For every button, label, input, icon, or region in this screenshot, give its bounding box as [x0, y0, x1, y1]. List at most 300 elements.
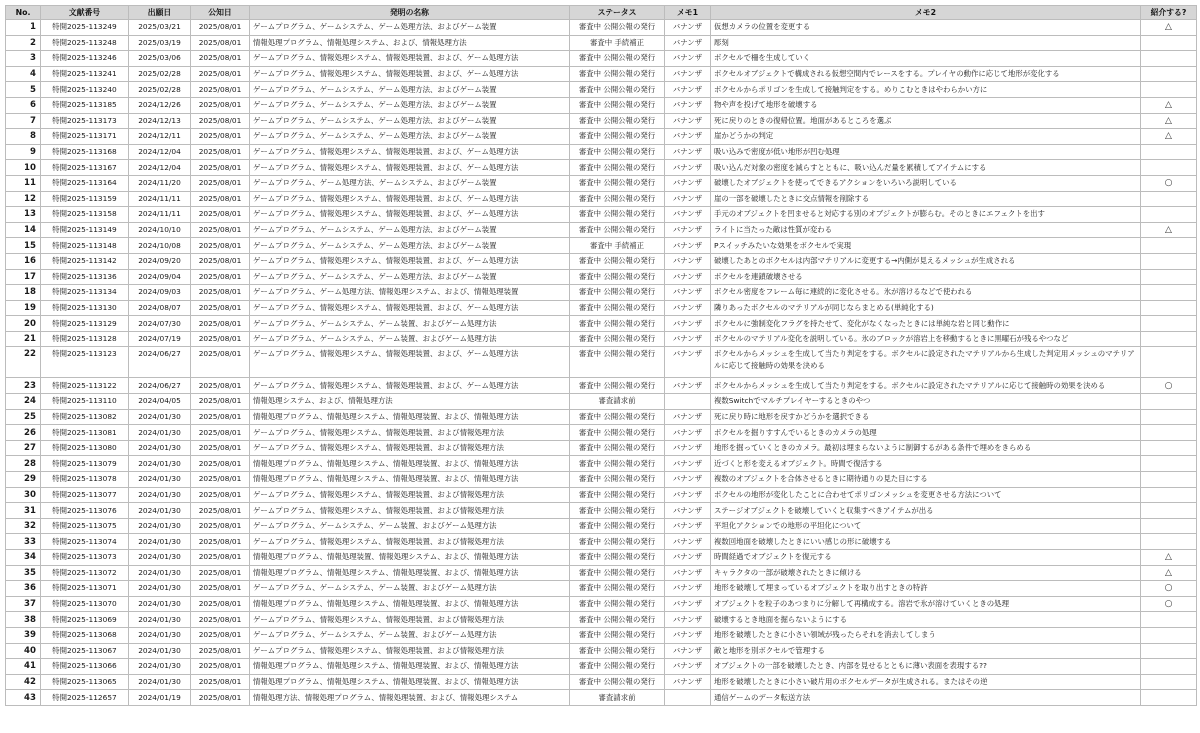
row-number-cell[interactable]: 14 — [6, 222, 41, 238]
document-number-cell[interactable]: 特開2025-113149 — [41, 222, 129, 238]
invention-title-cell[interactable]: ゲームプログラム、ゲームシステム、ゲーム処理方法、およびゲーム装置 — [250, 269, 570, 285]
status-cell[interactable]: 審査中 公開公報の発行 — [570, 285, 665, 301]
introduce-mark-cell[interactable] — [1141, 253, 1197, 269]
memo1-cell[interactable]: バナンザ — [665, 565, 711, 581]
publication-date-cell[interactable]: 2025/08/01 — [191, 612, 250, 628]
filing-date-cell[interactable]: 2024/01/30 — [129, 487, 191, 503]
memo2-cell[interactable]: 死に戻り時に地形を戻すかどうかを選択できる — [711, 409, 1141, 425]
memo1-cell[interactable]: バナンザ — [665, 378, 711, 394]
introduce-mark-cell[interactable] — [1141, 643, 1197, 659]
publication-date-cell[interactable]: 2025/08/01 — [191, 565, 250, 581]
memo2-cell[interactable]: 隣りあったボクセルのマテリアルが同じならまとめる(単純化する) — [711, 300, 1141, 316]
introduce-mark-cell[interactable] — [1141, 160, 1197, 176]
document-number-cell[interactable]: 特開2025-113168 — [41, 144, 129, 160]
filing-date-cell[interactable]: 2024/07/19 — [129, 331, 191, 347]
publication-date-cell[interactable]: 2025/08/01 — [191, 456, 250, 472]
status-cell[interactable]: 審査中 公開公報の発行 — [570, 347, 665, 378]
filing-date-cell[interactable]: 2024/01/19 — [129, 690, 191, 706]
status-cell[interactable]: 審査中 手続補正 — [570, 35, 665, 51]
introduce-mark-cell[interactable] — [1141, 207, 1197, 223]
status-cell[interactable]: 審査中 手続補正 — [570, 238, 665, 254]
introduce-mark-cell[interactable]: ○ — [1141, 596, 1197, 612]
memo1-cell[interactable]: バナンザ — [665, 316, 711, 332]
introduce-mark-cell[interactable] — [1141, 269, 1197, 285]
memo2-cell[interactable]: 複数のオブジェクトを合体させるときに期待通りの見た目にする — [711, 472, 1141, 488]
document-number-cell[interactable]: 特開2025-113079 — [41, 456, 129, 472]
filing-date-cell[interactable]: 2025/02/28 — [129, 66, 191, 82]
filing-date-cell[interactable]: 2024/06/27 — [129, 347, 191, 378]
introduce-mark-cell[interactable]: △ — [1141, 129, 1197, 145]
header-memo2[interactable]: メモ2 — [711, 6, 1141, 20]
status-cell[interactable]: 審査中 公開公報の発行 — [570, 456, 665, 472]
document-number-cell[interactable]: 特開2025-113185 — [41, 97, 129, 113]
invention-title-cell[interactable]: ゲームプログラム、ゲームシステム、ゲーム処理方法、およびゲーム装置 — [250, 113, 570, 129]
status-cell[interactable]: 審査中 公開公報の発行 — [570, 674, 665, 690]
introduce-mark-cell[interactable] — [1141, 425, 1197, 441]
introduce-mark-cell[interactable] — [1141, 472, 1197, 488]
row-number-cell[interactable]: 32 — [6, 518, 41, 534]
document-number-cell[interactable]: 特開2025-113129 — [41, 316, 129, 332]
publication-date-cell[interactable]: 2025/08/01 — [191, 316, 250, 332]
invention-title-cell[interactable]: ゲームプログラム、ゲームシステム、ゲーム装置、およびゲーム処理方法 — [250, 331, 570, 347]
publication-date-cell[interactable]: 2025/08/01 — [191, 472, 250, 488]
invention-title-cell[interactable]: ゲームプログラム、ゲームシステム、ゲーム処理方法、およびゲーム装置 — [250, 97, 570, 113]
memo1-cell[interactable]: バナンザ — [665, 659, 711, 675]
memo1-cell[interactable]: バナンザ — [665, 175, 711, 191]
memo2-cell[interactable]: ボクセルに強制変化フラグを持たせて、変化がなくなったときには単純な岩と同じ動作に — [711, 316, 1141, 332]
publication-date-cell[interactable]: 2025/08/01 — [191, 534, 250, 550]
document-number-cell[interactable]: 特開2025-113066 — [41, 659, 129, 675]
introduce-mark-cell[interactable] — [1141, 285, 1197, 301]
publication-date-cell[interactable]: 2025/08/01 — [191, 425, 250, 441]
document-number-cell[interactable]: 特開2025-113082 — [41, 409, 129, 425]
invention-title-cell[interactable]: ゲームプログラム、ゲームシステム、ゲーム処理方法、およびゲーム装置 — [250, 82, 570, 98]
document-number-cell[interactable]: 特開2025-113128 — [41, 331, 129, 347]
introduce-mark-cell[interactable] — [1141, 51, 1197, 67]
status-cell[interactable]: 審査中 公開公報の発行 — [570, 207, 665, 223]
row-number-cell[interactable]: 11 — [6, 175, 41, 191]
publication-date-cell[interactable]: 2025/08/01 — [191, 503, 250, 519]
document-number-cell[interactable]: 特開2025-113249 — [41, 20, 129, 36]
filing-date-cell[interactable]: 2024/01/30 — [129, 425, 191, 441]
introduce-mark-cell[interactable] — [1141, 82, 1197, 98]
publication-date-cell[interactable]: 2025/08/01 — [191, 253, 250, 269]
publication-date-cell[interactable]: 2025/08/01 — [191, 300, 250, 316]
row-number-cell[interactable]: 6 — [6, 97, 41, 113]
filing-date-cell[interactable]: 2024/01/30 — [129, 456, 191, 472]
invention-title-cell[interactable]: ゲームプログラム、ゲームシステム、ゲーム処理方法、およびゲーム装置 — [250, 238, 570, 254]
invention-title-cell[interactable]: ゲームプログラム、ゲームシステム、ゲーム処理方法、およびゲーム装置 — [250, 222, 570, 238]
invention-title-cell[interactable]: 情報処理プログラム、情報処理システム、情報処理装置、および、情報処理方法 — [250, 409, 570, 425]
memo2-cell[interactable]: 通信ゲームのデータ転送方法 — [711, 690, 1141, 706]
status-cell[interactable]: 審査中 公開公報の発行 — [570, 550, 665, 566]
memo2-cell[interactable]: 彫刻 — [711, 35, 1141, 51]
document-number-cell[interactable]: 特開2025-113065 — [41, 674, 129, 690]
filing-date-cell[interactable]: 2024/12/13 — [129, 113, 191, 129]
invention-title-cell[interactable]: ゲームプログラム、情報処理システム、情報処理装置、および情報処理方法 — [250, 503, 570, 519]
row-number-cell[interactable]: 3 — [6, 51, 41, 67]
introduce-mark-cell[interactable] — [1141, 690, 1197, 706]
memo2-cell[interactable]: 破壊したあとのボクセルは内部マテリアルに変更する→内側が見えるメッシュが生成される — [711, 253, 1141, 269]
row-number-cell[interactable]: 18 — [6, 285, 41, 301]
memo2-cell[interactable]: ボクセルオブジェクトで構成される仮想空間内でレースをする。プレイヤの動作に応じて地形が変化する — [711, 66, 1141, 82]
document-number-cell[interactable]: 特開2025-113076 — [41, 503, 129, 519]
filing-date-cell[interactable]: 2024/08/07 — [129, 300, 191, 316]
memo2-cell[interactable]: 地形を破壊したときに小さい領域が残ったらそれを消去してしまう — [711, 627, 1141, 643]
memo1-cell[interactable]: バナンザ — [665, 425, 711, 441]
memo1-cell[interactable]: バナンザ — [665, 82, 711, 98]
memo2-cell[interactable]: 地形を破壊して埋まっているオブジェクトを取り出すときの特許 — [711, 581, 1141, 597]
document-number-cell[interactable]: 特開2025-113158 — [41, 207, 129, 223]
introduce-mark-cell[interactable]: △ — [1141, 20, 1197, 36]
publication-date-cell[interactable]: 2025/08/01 — [191, 175, 250, 191]
row-number-cell[interactable]: 15 — [6, 238, 41, 254]
memo2-cell[interactable]: 破壊したオブジェクトを使ってできるアクションをいろいろ説明している — [711, 175, 1141, 191]
introduce-mark-cell[interactable] — [1141, 440, 1197, 456]
memo1-cell[interactable]: バナンザ — [665, 518, 711, 534]
invention-title-cell[interactable]: ゲームプログラム、ゲームシステム、ゲーム装置、およびゲーム処理方法 — [250, 627, 570, 643]
memo1-cell[interactable]: バナンザ — [665, 207, 711, 223]
memo2-cell[interactable]: Pスイッチみたいな効果をボクセルで実現 — [711, 238, 1141, 254]
document-number-cell[interactable]: 特開2025-113122 — [41, 378, 129, 394]
document-number-cell[interactable]: 特開2025-113074 — [41, 534, 129, 550]
memo2-cell[interactable]: ボクセル密度をフレーム毎に連続的に変化させる。氷が溶けるなどで使われる — [711, 285, 1141, 301]
row-number-cell[interactable]: 30 — [6, 487, 41, 503]
memo2-cell[interactable]: ステージオブジェクトを破壊していくと収集すべきアイテムが出る — [711, 503, 1141, 519]
status-cell[interactable]: 審査中 公開公報の発行 — [570, 222, 665, 238]
publication-date-cell[interactable]: 2025/08/01 — [191, 144, 250, 160]
row-number-cell[interactable]: 25 — [6, 409, 41, 425]
memo1-cell[interactable]: バナンザ — [665, 129, 711, 145]
introduce-mark-cell[interactable]: ○ — [1141, 175, 1197, 191]
invention-title-cell[interactable]: ゲームプログラム、情報処理システム、情報処理装置、および、ゲーム処理方法 — [250, 51, 570, 67]
publication-date-cell[interactable]: 2025/08/01 — [191, 51, 250, 67]
filing-date-cell[interactable]: 2024/12/26 — [129, 97, 191, 113]
introduce-mark-cell[interactable] — [1141, 627, 1197, 643]
publication-date-cell[interactable]: 2025/08/01 — [191, 35, 250, 51]
introduce-mark-cell[interactable] — [1141, 35, 1197, 51]
memo2-cell[interactable]: ボクセルのマテリアル変化を説明している。氷のブロックが溶岩上を移動するときに黒曜石が残るやつなど — [711, 331, 1141, 347]
status-cell[interactable]: 審査中 公開公報の発行 — [570, 627, 665, 643]
memo1-cell[interactable]: バナンザ — [665, 113, 711, 129]
filing-date-cell[interactable]: 2024/09/04 — [129, 269, 191, 285]
memo1-cell[interactable] — [665, 394, 711, 410]
status-cell[interactable]: 審査中 公開公報の発行 — [570, 409, 665, 425]
document-number-cell[interactable]: 特開2025-113142 — [41, 253, 129, 269]
invention-title-cell[interactable]: ゲームプログラム、ゲームシステム、ゲーム処理方法、およびゲーム装置 — [250, 129, 570, 145]
memo2-cell[interactable]: ボクセルで柵を生成していく — [711, 51, 1141, 67]
filing-date-cell[interactable]: 2024/12/11 — [129, 129, 191, 145]
document-number-cell[interactable]: 特開2025-113077 — [41, 487, 129, 503]
introduce-mark-cell[interactable]: △ — [1141, 97, 1197, 113]
document-number-cell[interactable]: 特開2025-113080 — [41, 440, 129, 456]
invention-title-cell[interactable]: ゲームプログラム、情報処理システム、情報処理装置、および、ゲーム処理方法 — [250, 378, 570, 394]
filing-date-cell[interactable]: 2024/01/30 — [129, 627, 191, 643]
filing-date-cell[interactable]: 2025/03/21 — [129, 20, 191, 36]
introduce-mark-cell[interactable] — [1141, 347, 1197, 378]
status-cell[interactable]: 審査中 公開公報の発行 — [570, 440, 665, 456]
memo1-cell[interactable]: バナンザ — [665, 222, 711, 238]
publication-date-cell[interactable]: 2025/08/01 — [191, 222, 250, 238]
status-cell[interactable]: 審査中 公開公報の発行 — [570, 612, 665, 628]
filing-date-cell[interactable]: 2024/10/08 — [129, 238, 191, 254]
row-number-cell[interactable]: 28 — [6, 456, 41, 472]
document-number-cell[interactable]: 特開2025-113246 — [41, 51, 129, 67]
filing-date-cell[interactable]: 2024/06/27 — [129, 378, 191, 394]
row-number-cell[interactable]: 12 — [6, 191, 41, 207]
row-number-cell[interactable]: 16 — [6, 253, 41, 269]
status-cell[interactable]: 審査中 公開公報の発行 — [570, 97, 665, 113]
memo2-cell[interactable]: ボクセルからメッシュを生成して当たり判定をする。ボクセルに設定されたマテリアルから生成した判定用メッシュのマテリアルに応じて接触時の効果を決める — [711, 347, 1141, 378]
filing-date-cell[interactable]: 2024/01/30 — [129, 472, 191, 488]
introduce-mark-cell[interactable]: △ — [1141, 550, 1197, 566]
row-number-cell[interactable]: 2 — [6, 35, 41, 51]
document-number-cell[interactable]: 特開2025-113171 — [41, 129, 129, 145]
memo1-cell[interactable]: バナンザ — [665, 285, 711, 301]
filing-date-cell[interactable]: 2024/01/30 — [129, 503, 191, 519]
memo1-cell[interactable]: バナンザ — [665, 643, 711, 659]
status-cell[interactable]: 審査中 公開公報の発行 — [570, 253, 665, 269]
row-number-cell[interactable]: 13 — [6, 207, 41, 223]
status-cell[interactable]: 審査中 公開公報の発行 — [570, 581, 665, 597]
document-number-cell[interactable]: 特開2025-112657 — [41, 690, 129, 706]
introduce-mark-cell[interactable] — [1141, 409, 1197, 425]
memo1-cell[interactable]: バナンザ — [665, 300, 711, 316]
status-cell[interactable]: 審査中 公開公報の発行 — [570, 113, 665, 129]
invention-title-cell[interactable]: ゲームプログラム、情報処理システム、情報処理装置、および、ゲーム処理方法 — [250, 160, 570, 176]
document-number-cell[interactable]: 特開2025-113078 — [41, 472, 129, 488]
row-number-cell[interactable]: 38 — [6, 612, 41, 628]
invention-title-cell[interactable]: 情報処理プログラム、情報処理装置、情報処理システム、および、情報処理方法 — [250, 550, 570, 566]
status-cell[interactable]: 審査中 公開公報の発行 — [570, 20, 665, 36]
introduce-mark-cell[interactable] — [1141, 456, 1197, 472]
filing-date-cell[interactable]: 2024/10/10 — [129, 222, 191, 238]
document-number-cell[interactable]: 特開2025-113130 — [41, 300, 129, 316]
publication-date-cell[interactable]: 2025/08/01 — [191, 394, 250, 410]
memo2-cell[interactable]: 吸い込んだ対象の密度を減らすとともに、吸い込んだ量を累積してアイテムにする — [711, 160, 1141, 176]
memo2-cell[interactable]: 時間経過でオブジェクトを復元する — [711, 550, 1141, 566]
row-number-cell[interactable]: 22 — [6, 347, 41, 378]
introduce-mark-cell[interactable]: △ — [1141, 565, 1197, 581]
filing-date-cell[interactable]: 2024/01/30 — [129, 565, 191, 581]
header-document-number[interactable]: 文献番号 — [41, 6, 129, 20]
memo1-cell[interactable]: バナンザ — [665, 97, 711, 113]
memo1-cell[interactable]: バナンザ — [665, 35, 711, 51]
filing-date-cell[interactable]: 2024/01/30 — [129, 518, 191, 534]
row-number-cell[interactable]: 34 — [6, 550, 41, 566]
invention-title-cell[interactable]: ゲームプログラム、情報処理システム、情報処理装置、および、ゲーム処理方法 — [250, 207, 570, 223]
publication-date-cell[interactable]: 2025/08/01 — [191, 627, 250, 643]
introduce-mark-cell[interactable] — [1141, 503, 1197, 519]
invention-title-cell[interactable]: 情報処理方法、情報処理プログラム、情報処理装置、および、情報処理システム — [250, 690, 570, 706]
invention-title-cell[interactable]: ゲームプログラム、情報処理システム、情報処理装置、および、ゲーム処理方法 — [250, 300, 570, 316]
filing-date-cell[interactable]: 2024/01/30 — [129, 643, 191, 659]
invention-title-cell[interactable]: ゲームプログラム、ゲームシステム、ゲーム装置、およびゲーム処理方法 — [250, 581, 570, 597]
row-number-cell[interactable]: 23 — [6, 378, 41, 394]
memo2-cell[interactable]: 平坦化アクションでの地形の平坦化について — [711, 518, 1141, 534]
publication-date-cell[interactable]: 2025/08/01 — [191, 659, 250, 675]
memo2-cell[interactable]: ボクセルを連鎖破壊させる — [711, 269, 1141, 285]
status-cell[interactable]: 審査中 公開公報の発行 — [570, 144, 665, 160]
row-number-cell[interactable]: 17 — [6, 269, 41, 285]
introduce-mark-cell[interactable] — [1141, 487, 1197, 503]
publication-date-cell[interactable]: 2025/08/01 — [191, 331, 250, 347]
memo1-cell[interactable]: バナンザ — [665, 51, 711, 67]
introduce-mark-cell[interactable]: △ — [1141, 113, 1197, 129]
document-number-cell[interactable]: 特開2025-113148 — [41, 238, 129, 254]
memo2-cell[interactable]: 物や声を投げて地形を破壊する — [711, 97, 1141, 113]
filing-date-cell[interactable]: 2024/12/04 — [129, 144, 191, 160]
row-number-cell[interactable]: 7 — [6, 113, 41, 129]
memo2-cell[interactable]: 吸い込みで密度が低い地形が凹む処理 — [711, 144, 1141, 160]
memo1-cell[interactable] — [665, 690, 711, 706]
filing-date-cell[interactable]: 2025/03/06 — [129, 51, 191, 67]
row-number-cell[interactable]: 26 — [6, 425, 41, 441]
invention-title-cell[interactable]: 情報処理プログラム、情報処理システム、情報処理装置、および、情報処理方法 — [250, 596, 570, 612]
filing-date-cell[interactable]: 2025/02/28 — [129, 82, 191, 98]
introduce-mark-cell[interactable] — [1141, 659, 1197, 675]
memo1-cell[interactable]: バナンザ — [665, 581, 711, 597]
memo1-cell[interactable]: バナンザ — [665, 238, 711, 254]
memo2-cell[interactable]: 敵と地形を別ボクセルで管理する — [711, 643, 1141, 659]
publication-date-cell[interactable]: 2025/08/01 — [191, 20, 250, 36]
filing-date-cell[interactable]: 2024/01/30 — [129, 612, 191, 628]
header-memo1[interactable]: メモ1 — [665, 6, 711, 20]
filing-date-cell[interactable]: 2024/11/11 — [129, 191, 191, 207]
status-cell[interactable]: 審査中 公開公報の発行 — [570, 518, 665, 534]
publication-date-cell[interactable]: 2025/08/01 — [191, 596, 250, 612]
memo2-cell[interactable]: オブジェクトの一部を破壊したとき、内部を見せるとともに薄い表面を表現する?? — [711, 659, 1141, 675]
row-number-cell[interactable]: 33 — [6, 534, 41, 550]
document-number-cell[interactable]: 特開2025-113071 — [41, 581, 129, 597]
document-number-cell[interactable]: 特開2025-113248 — [41, 35, 129, 51]
invention-title-cell[interactable]: ゲームプログラム、情報処理システム、情報処理装置、および、ゲーム処理方法 — [250, 347, 570, 378]
memo1-cell[interactable]: バナンザ — [665, 456, 711, 472]
header-publication-date[interactable]: 公知日 — [191, 6, 250, 20]
invention-title-cell[interactable]: ゲームプログラム、ゲームシステム、ゲーム装置、およびゲーム処理方法 — [250, 316, 570, 332]
publication-date-cell[interactable]: 2025/08/01 — [191, 191, 250, 207]
document-number-cell[interactable]: 特開2025-113167 — [41, 160, 129, 176]
document-number-cell[interactable]: 特開2025-113067 — [41, 643, 129, 659]
invention-title-cell[interactable]: ゲームプログラム、情報処理システム、情報処理装置、および、ゲーム処理方法 — [250, 144, 570, 160]
memo1-cell[interactable]: バナンザ — [665, 550, 711, 566]
invention-title-cell[interactable]: ゲームプログラム、情報処理システム、情報処理装置、および情報処理方法 — [250, 643, 570, 659]
publication-date-cell[interactable]: 2025/08/01 — [191, 97, 250, 113]
memo2-cell[interactable]: 地形を破壊したときに小さい破片用のボクセルデータが生成される。またはその逆 — [711, 674, 1141, 690]
publication-date-cell[interactable]: 2025/08/01 — [191, 113, 250, 129]
memo1-cell[interactable]: バナンザ — [665, 269, 711, 285]
invention-title-cell[interactable]: ゲームプログラム、情報処理システム、情報処理装置、および情報処理方法 — [250, 440, 570, 456]
status-cell[interactable]: 審査中 公開公報の発行 — [570, 472, 665, 488]
memo1-cell[interactable]: バナンザ — [665, 66, 711, 82]
invention-title-cell[interactable]: ゲームプログラム、情報処理システム、情報処理装置、および情報処理方法 — [250, 487, 570, 503]
introduce-mark-cell[interactable] — [1141, 66, 1197, 82]
filing-date-cell[interactable]: 2024/01/30 — [129, 440, 191, 456]
row-number-cell[interactable]: 1 — [6, 20, 41, 36]
introduce-mark-cell[interactable] — [1141, 316, 1197, 332]
publication-date-cell[interactable]: 2025/08/01 — [191, 347, 250, 378]
publication-date-cell[interactable]: 2025/08/01 — [191, 581, 250, 597]
row-number-cell[interactable]: 43 — [6, 690, 41, 706]
row-number-cell[interactable]: 36 — [6, 581, 41, 597]
row-number-cell[interactable]: 8 — [6, 129, 41, 145]
invention-title-cell[interactable]: 情報処理プログラム、情報処理システム、および、情報処理方法 — [250, 35, 570, 51]
memo1-cell[interactable]: バナンザ — [665, 612, 711, 628]
introduce-mark-cell[interactable] — [1141, 518, 1197, 534]
introduce-mark-cell[interactable] — [1141, 300, 1197, 316]
memo1-cell[interactable]: バナンザ — [665, 472, 711, 488]
memo2-cell[interactable]: 地形を掘っていくときのカメラ。最初は埋まらないように制御するがある条件で埋めをきらめる — [711, 440, 1141, 456]
row-number-cell[interactable]: 42 — [6, 674, 41, 690]
memo1-cell[interactable]: バナンザ — [665, 534, 711, 550]
status-cell[interactable]: 審査中 公開公報の発行 — [570, 487, 665, 503]
status-cell[interactable]: 審査中 公開公報の発行 — [570, 534, 665, 550]
status-cell[interactable]: 審査中 公開公報の発行 — [570, 503, 665, 519]
row-number-cell[interactable]: 27 — [6, 440, 41, 456]
invention-title-cell[interactable]: 情報処理プログラム、情報処理システム、情報処理装置、および、情報処理方法 — [250, 674, 570, 690]
memo1-cell[interactable]: バナンザ — [665, 331, 711, 347]
memo1-cell[interactable]: バナンザ — [665, 503, 711, 519]
publication-date-cell[interactable]: 2025/08/01 — [191, 82, 250, 98]
document-number-cell[interactable]: 特開2025-113073 — [41, 550, 129, 566]
publication-date-cell[interactable]: 2025/08/01 — [191, 518, 250, 534]
memo2-cell[interactable]: ボクセルを掘りすすんでいるときのカメラの処理 — [711, 425, 1141, 441]
invention-title-cell[interactable]: 情報処理プログラム、情報処理システム、情報処理装置、および、情報処理方法 — [250, 659, 570, 675]
introduce-mark-cell[interactable]: ○ — [1141, 378, 1197, 394]
invention-title-cell[interactable]: ゲームプログラム、情報処理システム、情報処理装置、および、ゲーム処理方法 — [250, 66, 570, 82]
filing-date-cell[interactable]: 2024/09/20 — [129, 253, 191, 269]
publication-date-cell[interactable]: 2025/08/01 — [191, 378, 250, 394]
document-number-cell[interactable]: 特開2025-113134 — [41, 285, 129, 301]
document-number-cell[interactable]: 特開2025-113241 — [41, 66, 129, 82]
status-cell[interactable]: 審査中 公開公報の発行 — [570, 191, 665, 207]
memo2-cell[interactable]: ボクセルの地形が変化したことに合わせてポリゴンメッシュを変更させる方法について — [711, 487, 1141, 503]
introduce-mark-cell[interactable] — [1141, 144, 1197, 160]
invention-title-cell[interactable]: 情報処理プログラム、情報処理システム、情報処理装置、および、情報処理方法 — [250, 472, 570, 488]
document-number-cell[interactable]: 特開2025-113072 — [41, 565, 129, 581]
row-number-cell[interactable]: 5 — [6, 82, 41, 98]
document-number-cell[interactable]: 特開2025-113164 — [41, 175, 129, 191]
document-number-cell[interactable]: 特開2025-113123 — [41, 347, 129, 378]
status-cell[interactable]: 審査中 公開公報の発行 — [570, 565, 665, 581]
memo2-cell[interactable]: 近づくと形を変えるオブジェクト。時間で復活する — [711, 456, 1141, 472]
memo1-cell[interactable]: バナンザ — [665, 596, 711, 612]
memo1-cell[interactable]: バナンザ — [665, 409, 711, 425]
memo1-cell[interactable]: バナンザ — [665, 20, 711, 36]
status-cell[interactable]: 審査中 公開公報の発行 — [570, 300, 665, 316]
filing-date-cell[interactable]: 2024/01/30 — [129, 659, 191, 675]
invention-title-cell[interactable]: ゲームプログラム、ゲーム処理方法、情報処理システム、および、情報処理装置 — [250, 285, 570, 301]
introduce-mark-cell[interactable]: ○ — [1141, 581, 1197, 597]
status-cell[interactable]: 審査中 公開公報の発行 — [570, 596, 665, 612]
invention-title-cell[interactable]: ゲームプログラム、情報処理システム、情報処理装置、および、ゲーム処理方法 — [250, 191, 570, 207]
publication-date-cell[interactable]: 2025/08/01 — [191, 285, 250, 301]
memo2-cell[interactable]: 仮想カメラの位置を変更する — [711, 20, 1141, 36]
filing-date-cell[interactable]: 2024/01/30 — [129, 534, 191, 550]
introduce-mark-cell[interactable] — [1141, 534, 1197, 550]
invention-title-cell[interactable]: ゲームプログラム、情報処理システム、情報処理装置、および、ゲーム処理方法 — [250, 253, 570, 269]
status-cell[interactable]: 審査中 公開公報の発行 — [570, 331, 665, 347]
filing-date-cell[interactable]: 2024/12/04 — [129, 160, 191, 176]
invention-title-cell[interactable]: 情報処理プログラム、情報処理システム、情報処理装置、および、情報処理方法 — [250, 565, 570, 581]
header-invention-title[interactable]: 発明の名称 — [250, 6, 570, 20]
memo1-cell[interactable]: バナンザ — [665, 347, 711, 378]
status-cell[interactable]: 審査中 公開公報の発行 — [570, 378, 665, 394]
publication-date-cell[interactable]: 2025/08/01 — [191, 160, 250, 176]
status-cell[interactable]: 審査中 公開公報の発行 — [570, 643, 665, 659]
row-number-cell[interactable]: 24 — [6, 394, 41, 410]
memo2-cell[interactable]: ライトに当たった敵は性質が変わる — [711, 222, 1141, 238]
